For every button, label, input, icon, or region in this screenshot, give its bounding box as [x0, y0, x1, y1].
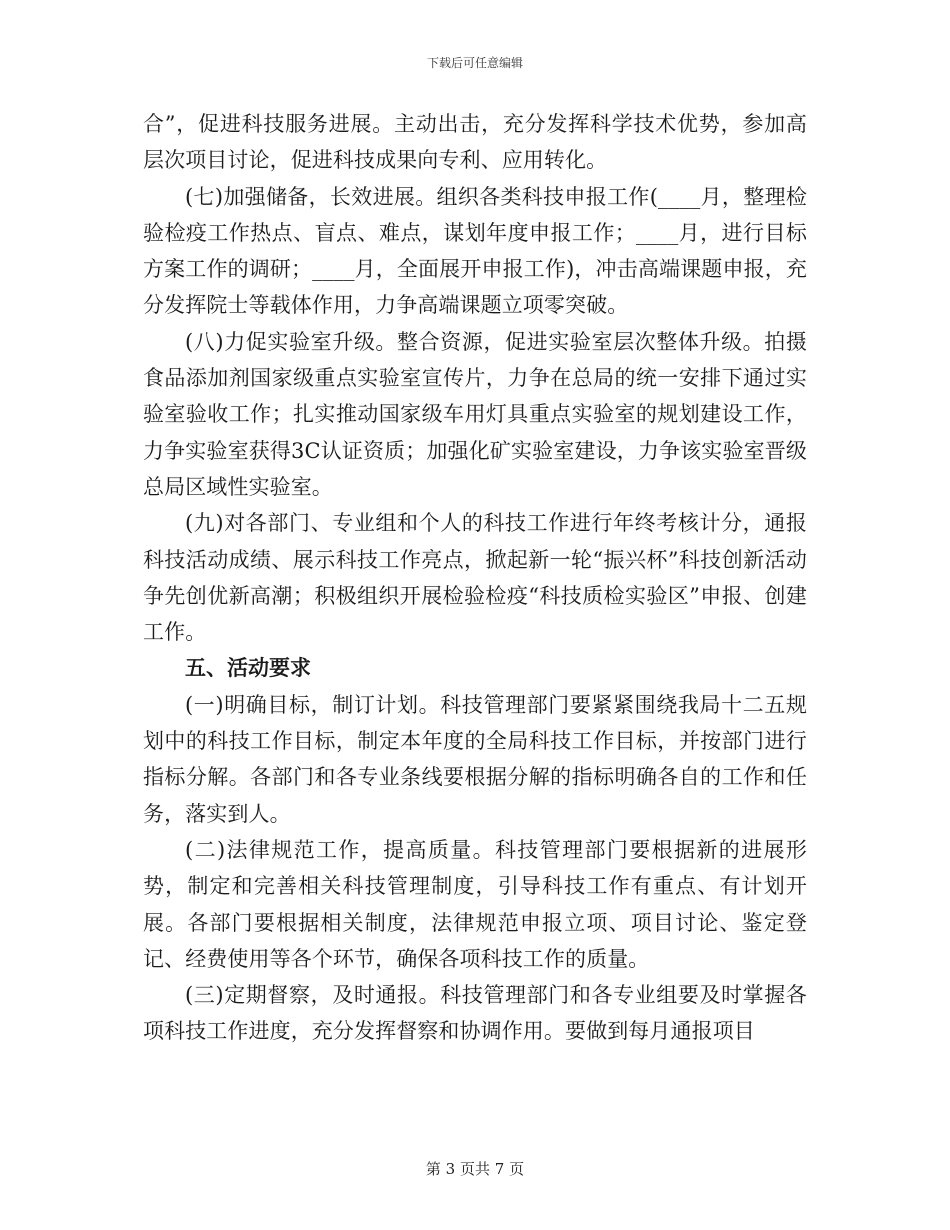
paragraph-item-9: (九)对各部门、专业组和个人的科技工作进行年终考核计分，通报科技活动成绩、展示科技工作亮点，掀起新一轮“振兴杯”科技创新活动争先创优新高潮；积极组织开展检验检疫“科技质检实验区”申报、创建工作。	[143, 511, 807, 645]
paragraph-continuation: 合”，促进科技服务进展。主动出击，充分发挥科学技术优势，参加高层次项目讨论，促进科技成果向专利、应用转化。	[143, 112, 807, 173]
section-heading-5: 五、活动要求	[185, 656, 311, 681]
page-header: 下载后可任意编辑	[426, 56, 523, 70]
paragraph-item-7: (七)加强储备，长效进展。组织各类科技申报工作(____月，整理检验检疫工作热点、盲点、难点，谋划年度申报工作；____月，进行目标方案工作的调研；____月，全面展开申报工作)，冲击高端课题申报，充分发挥院士等载体作用，力争高端课题立项零突破。	[143, 184, 807, 318]
page-number-footer: 第 3 页共 7 页	[425, 1160, 525, 1178]
document-body	[143, 106, 807, 1050]
paragraph-item-8: (八)力促实验室升级。整合资源，促进实验室层次整体升级。拍摄食品添加剂国家级重点实验室宣传片，力争在总局的统一安排下通过实验室验收工作；扎实推动国家级车用灯具重点实验室的规划建设工作，力争实验室获得3C认证资质；加强化矿实验室建设，力争该实验室晋级总局区域性实验室。	[143, 329, 807, 499]
paragraph-requirement-1: (一)明确目标，制订计划。科技管理部门要紧紧围绕我局十二五规划中的科技工作目标，制定本年度的全局科技工作目标，并按部门进行指标分解。各部门和各专业条线要根据分解的指标明确各自的工作和任务，落实到人。	[143, 692, 807, 826]
paragraph-requirement-2: (二)法律规范工作，提高质量。科技管理部门要根据新的进展形势，制定和完善相关科技管理制度，引导科技工作有重点、有计划开展。各部门要根据相关制度，法律规范申报立项、项目讨论、鉴定登记、经费使用等各个环节，确保各项科技工作的质量。	[143, 837, 807, 971]
paragraph-requirement-3: (三)定期督察，及时通报。科技管理部门和各专业组要及时掌握各项科技工作进度，充分发挥督察和协调作用。要做到每月通报项目	[143, 983, 807, 1044]
